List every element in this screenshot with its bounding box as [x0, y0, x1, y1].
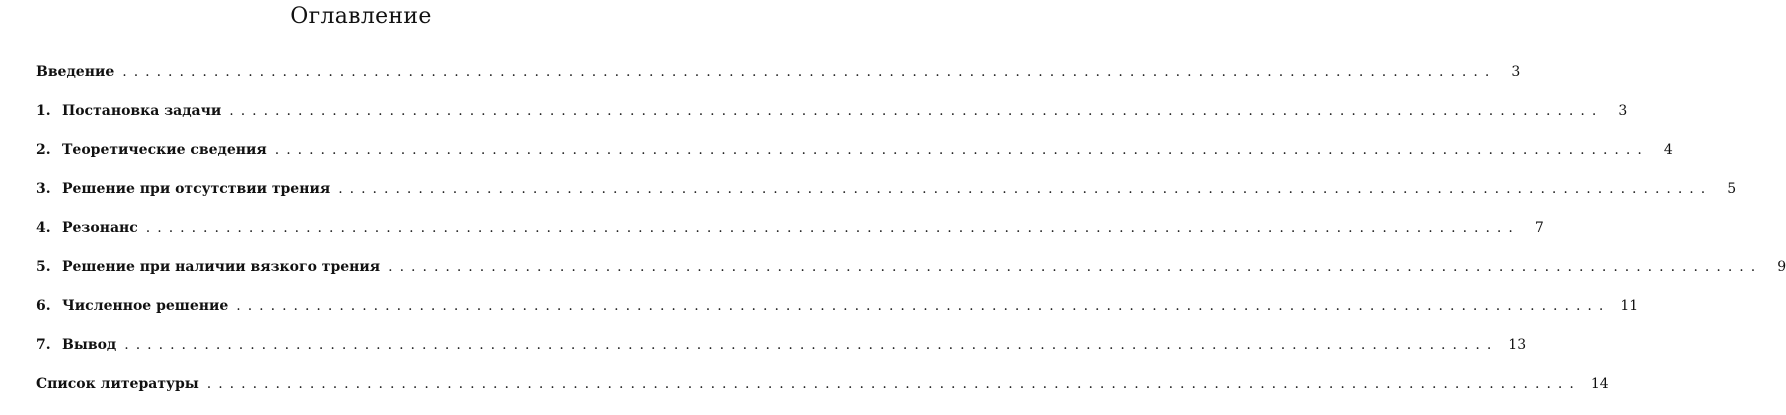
toc-entry-label: Теоретические сведения: [62, 142, 267, 158]
toc-entry-number: 5.: [36, 259, 51, 275]
toc-entry-label: Решение при отсутствии трения: [62, 181, 331, 197]
dot-leader: ........................................................................................................................: [229, 103, 1604, 119]
toc-entry-page: 3: [1618, 103, 1628, 119]
dot-leader: ........................................................................................................................: [338, 181, 1713, 197]
dot-leader: ........................................................................................................................: [206, 376, 1581, 392]
toc-entry-label: Постановка задачи: [62, 103, 222, 119]
toc-entry-label: Вывод: [62, 337, 117, 353]
toc-entry-number: 1.: [36, 103, 51, 119]
toc-entry-1[interactable]: [36, 103, 1628, 142]
toc-entry-page: 4: [1663, 142, 1673, 158]
toc-entry-references[interactable]: [36, 376, 1609, 415]
toc-entry-label: Резонанс: [62, 220, 138, 236]
toc-entry-label: Список литературы: [36, 376, 199, 392]
toc-entry-page: 14: [1590, 376, 1609, 392]
dot-leader: ........................................................................................................................: [236, 298, 1611, 314]
toc-entry-introduction[interactable]: [36, 64, 1521, 103]
toc-list: [36, 64, 1786, 415]
toc-entry-page: 7: [1534, 220, 1544, 236]
toc-entry-4[interactable]: [36, 220, 1544, 259]
toc-entry-number: 7.: [36, 337, 51, 353]
toc-entry-label: Решение при наличии вязкого трения: [62, 259, 381, 275]
toc-entry-page: 11: [1620, 298, 1639, 314]
toc-entry-5[interactable]: [36, 259, 1786, 298]
toc-title: Оглавление: [290, 4, 432, 29]
toc-entry-label: Введение: [36, 64, 115, 80]
dot-leader: ........................................................................................................................: [388, 259, 1763, 275]
toc-entry-label: Численное решение: [62, 298, 229, 314]
toc-entry-2[interactable]: [36, 142, 1673, 181]
toc-entry-page: 13: [1508, 337, 1527, 353]
dot-leader: ........................................................................................................................: [124, 337, 1499, 353]
dot-leader: ........................................................................................................................: [274, 142, 1649, 158]
toc-entry-number: 2.: [36, 142, 51, 158]
toc-entry-7[interactable]: [36, 337, 1527, 376]
dot-leader: ........................................................................................................................: [122, 64, 1497, 80]
toc-entry-number: 3.: [36, 181, 51, 197]
toc-entry-page: 9: [1777, 259, 1786, 275]
dot-leader: ........................................................................................................................: [145, 220, 1520, 236]
toc-entry-page: 3: [1511, 64, 1521, 80]
toc-entry-page: 5: [1727, 181, 1737, 197]
toc-entry-number: 6.: [36, 298, 51, 314]
toc-entry-6[interactable]: [36, 298, 1639, 337]
toc-entry-number: 4.: [36, 220, 51, 236]
toc-entry-3[interactable]: [36, 181, 1737, 220]
